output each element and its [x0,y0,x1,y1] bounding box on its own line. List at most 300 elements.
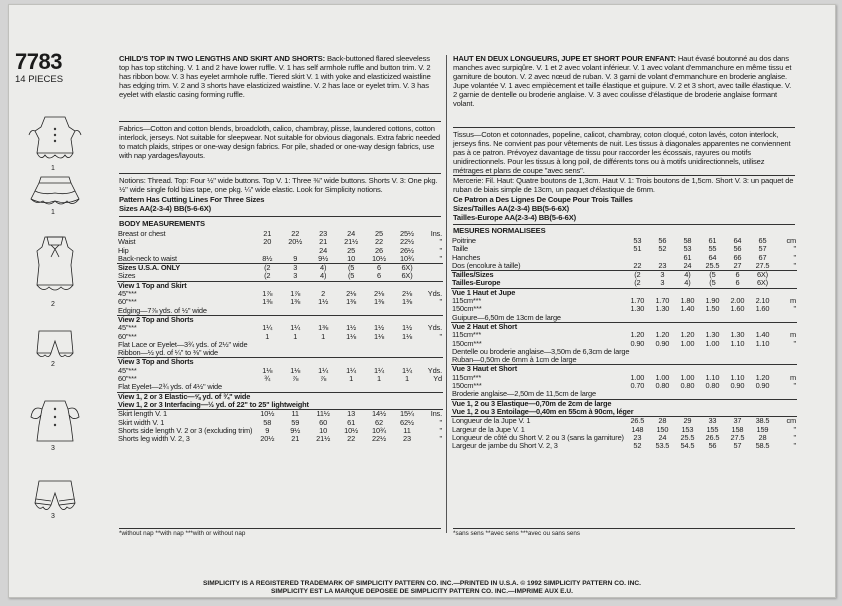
cell-unit: " [439,425,442,435]
row-label: Skirt length V. 1 [117,410,253,419]
en-sizes: Sizes AA(2-3-4) BB(5-6-6X) [119,204,212,213]
cell-value: 57 [758,244,767,254]
cell-value: 0.90 [730,381,745,391]
table-row [451,237,797,245]
row-label: Sizes U.S.A. ONLY [117,264,253,273]
cell-value: 57 [733,441,742,451]
cell-unit: " [793,424,796,434]
row-label: 115cm*** [452,296,482,306]
cell-value: 2⅛ [374,289,384,299]
cell-value: 1.10 [730,338,745,348]
cell-value: 1¼ [402,365,412,375]
cell-value: ⅞ [320,374,327,384]
row-label: Tailles/Sizes [451,271,625,280]
cell-value: 52 [633,441,642,451]
cell-value: 65 [758,236,767,245]
cell-value: 4) [675,271,700,280]
table-row [117,410,443,419]
row-label: Dos (encolure à taille) [452,260,521,270]
row-label: View 2 Top and Shorts [117,315,443,324]
cell-value: 0.90 [655,338,670,348]
cell-value: 1.20 [755,372,770,382]
cell-value: 27.5 [755,260,770,270]
cell-value: 3 [293,271,298,281]
cell-value: 20 [263,237,272,247]
cell-value: 58 [683,236,692,245]
row-label: Sizes [118,271,136,281]
cell-value: (2 [253,264,281,273]
cell-value: 3 [650,271,675,280]
cell-value: 11 [403,425,411,435]
cell-value: 2.00 [730,296,745,306]
cell-value: 1.60 [755,304,770,314]
row-label: 60"*** [118,374,137,384]
cell-value: (2 [625,271,650,280]
cell-value: 26.5 [705,432,720,442]
cell-value: 11 [281,410,309,419]
row-label: Edging—7⅞ yds. of ½" wide [118,305,207,315]
cell-unit [421,272,443,281]
cell-value: 61 [347,417,356,427]
cell-value: 1½ [346,323,357,333]
cell-value: 6X) [393,264,421,273]
cell-value: 1.00 [680,372,695,382]
en-desc: Back-buttoned flared sleeveless top has top stitching. V. 1 and 2 have lower ruffle. V. 1 has self armhole ruffle and button trim. V. 2 has ribbon bow. V. 3 has eyelet armhole ruffle. Tiered skirt V. 1 with yoke and elasticized waistline has edging trim. V. 2 and 3 shorts have elasticized waistline. V. 2 has lace or eyelet trim. V. 3 has eyelet with elastic casing forming ruffle. [119,54,431,99]
row-label: Largeur de la Jupe V. 1 [452,424,525,434]
cell-unit: " [439,237,442,247]
fr-cutting-lines: Ce Patron a Des Lignes De Coupe Pour Trois Tailles [453,195,633,204]
cell-value: 29 [675,417,700,426]
cell-value: 1¼ [262,323,273,333]
view-label: 3 [51,445,55,452]
cell-value: 64 [733,236,742,245]
row-label: Shorts leg width V. 2, 3 [118,434,190,444]
cell-value: 1 [405,374,409,384]
cell-value: 1⅞ [262,289,273,299]
cell-unit: cm [786,236,796,245]
cell-value: 1½ [374,323,384,333]
cell-value: 4) [309,264,337,273]
view-label: 2 [51,361,55,368]
table-row [117,281,443,290]
cell-value: 1.30 [705,330,720,340]
view-3-shorts-figure [35,481,75,510]
cell-value: 1⅜ [262,297,273,307]
row-label: Largeur de jambe du Short V. 2, 3 [452,441,558,451]
cell-value: 0.80 [655,381,670,391]
view-1-skirt-figure [31,177,79,204]
cell-value: (2 [634,278,641,288]
row-label: Hanches [452,252,481,262]
en-footnote: *without nap **with nap ***with or without nap [119,530,246,537]
table-row [117,324,443,332]
fr-footnote: *sans sens **avec sens ***avec ou sans sens [453,530,581,537]
en-cutting-lines: Pattern Has Cutting Lines For Three Sizes [119,195,265,204]
table-row [117,358,443,367]
cell-value: 13 [337,410,365,419]
cell-unit: " [439,297,442,307]
footer-line-2: SIMPLICITY EST LA MARQUE DEPOSEE DE SIMPLICITY PATTERN CO. INC.—IMPRIME AUX E.U. [271,588,573,595]
en-title: CHILD'S TOP IN TWO LENGTHS AND SKIRT AND SHORTS: [119,54,325,63]
cell-value: 148 [631,424,644,434]
cell-value: 159 [756,424,769,434]
cell-value: 20½ [288,237,303,247]
cell-value: 9½ [290,425,301,435]
table-row [117,315,443,324]
cell-value: 23 [633,432,642,442]
row-label: 60"*** [118,297,137,307]
cell-value: 1⅛ [262,365,273,375]
cell-value: 27 [733,260,742,270]
cell-value: 3 [660,278,665,288]
divider [453,528,795,529]
cell-value: 23 [403,434,411,444]
en-table-heading: BODY MEASUREMENTS [119,219,205,228]
fr-fabrics: Tissus—Coton et cotonnades, popeline, calicot, chambray, coton cloqué, coton lavés, coton interlock, jerseys fins. Ne convient pas pour vêtements de nuit. Les tissus à diagonales apparentes ne conviennent pas à ce patron. Prévoyez davantage de tissu pour raccorder les écossais, rayures ou motifs unidirectionnels. Pour les tissus à long poil, de différents tons ou à motifs unidirectionnels, utilisez métrages et plans de coupe "avec sens". [453,130,791,175]
cell-value: 24 [683,260,692,270]
row-label: Vue 1, 2 ou 3 Elastique—0,70m de 2cm de large [451,399,797,408]
view-label: 3 [51,513,55,520]
cell-value: 2 [321,289,326,299]
cell-value: 2⅛ [402,289,412,299]
cell-value: 37 [725,417,750,426]
cell-value: 62½ [400,417,414,427]
table-row [451,331,797,339]
cell-unit [775,279,797,288]
cell-value: 24 [319,245,328,255]
row-label: 115cm*** [452,330,482,340]
cell-value: 1.60 [730,304,745,314]
row-label: Flat Eyelet—2¾ yds. of 4½" wide [118,382,222,392]
cell-value: 6 [377,271,381,281]
cell-value: 52 [658,244,667,254]
row-label: 150cm*** [452,304,482,314]
divider [119,528,441,529]
view-label: 1 [51,165,55,172]
row-label: View 1, 2 or 3 Interfacing—½ yd. of 22" to 25" lightweight [118,399,309,409]
cell-value: 25.5 [680,432,695,442]
cell-value: 1⅛ [402,331,412,341]
cell-unit: Yds. [427,289,442,299]
cell-value: 6 [725,271,750,280]
cell-value: 25.5 [705,260,720,270]
cell-value: 26.5 [625,417,650,426]
cell-unit: Yd [433,374,442,384]
cell-value: 1½ [402,323,412,333]
cell-unit: " [793,338,796,348]
en-description [119,55,441,100]
row-label: 60"*** [118,331,137,341]
fr-yardage-table [451,237,797,450]
table-row [451,297,797,305]
row-label: Guipure—6,50m de 13cm de large [452,312,561,322]
view-2-top-figure [37,237,73,290]
cell-value: 10½ [344,425,359,435]
table-row [451,365,797,374]
view-label: 2 [51,301,55,308]
cell-value: 2⅛ [346,289,357,299]
cell-value: 53 [683,244,692,254]
cell-unit: " [439,253,442,263]
cell-value: 9 [265,425,270,435]
cell-value: 1 [265,331,270,341]
table-row [451,245,797,253]
cell-unit: " [439,245,442,255]
footer-line-1: SIMPLICITY IS A REGISTERED TRADEMARK OF SIMPLICITY PATTERN CO. INC.—PRINTED IN U.S.A. © 1992 SIMPLICITY PATTERN CO. INC. [202,580,641,587]
cell-value: 56 [733,244,742,254]
row-label: Breast or chest [118,229,166,238]
cell-value: 55 [708,244,717,254]
cell-value: 20½ [260,434,275,444]
cell-value: 27.5 [730,432,745,442]
cell-value: 1.10 [755,338,770,348]
row-label: Ruban—0,50m de 6mm à 1cm de large [452,355,577,365]
table-row [117,367,443,375]
cell-value: 9½ [318,253,329,263]
cell-value: 23 [319,229,328,238]
cell-value: 158 [731,424,744,434]
cell-value: 1.10 [705,372,720,382]
cell-value: 21 [319,237,328,247]
table-row [117,383,443,392]
cell-value: 1 [349,374,354,384]
table-row [451,288,797,297]
cell-value: 24 [658,432,667,442]
cell-value: 1.40 [755,330,770,340]
cell-unit: " [793,304,796,314]
cell-value: 1.20 [680,330,695,340]
cell-unit: Yds. [427,323,442,333]
cell-value: 1.90 [705,296,720,306]
cell-value: 1.50 [705,304,720,314]
cell-value: (2 [264,271,271,281]
row-label: 150cm*** [452,338,482,348]
table-row [451,262,797,271]
row-label: Back-neck to waist [118,253,177,263]
cell-value: 6 [735,278,740,288]
cell-value: (5 [337,264,365,273]
view-3-top-figure [31,401,79,441]
cell-value: 2.10 [755,296,770,306]
cell-value: 1⅜ [290,297,301,307]
cell-unit: " [793,381,796,391]
table-row [451,322,797,331]
pattern-number: 7783 [15,49,62,74]
cell-value: 53 [633,236,642,245]
row-label: Poitrine [452,236,476,245]
cell-value: 10½ [253,410,281,419]
row-label: Vue 2 Haut et Short [451,322,797,331]
cell-value: 25½ [400,229,414,238]
table-row [117,264,443,273]
table-row [451,374,797,382]
cell-value: 25 [347,245,356,255]
cell-value: 6 [365,264,393,273]
table-row [451,271,797,280]
cell-value: 58 [263,417,272,427]
divider [453,127,795,128]
cell-value: 1¼ [374,365,384,375]
cell-value: 10 [319,425,328,435]
view-label: 1 [51,209,55,216]
cell-value: 1 [321,331,326,341]
cell-value: 58.5 [755,441,770,451]
fr-description [453,55,795,108]
table-row [117,290,443,298]
cell-unit: " [793,252,796,262]
cell-unit: Yds. [427,365,442,375]
cell-value: 0.70 [630,381,645,391]
column-divider [446,55,447,533]
cell-value: 33 [700,417,725,426]
cell-value: 21½ [316,434,331,444]
cell-value: 61 [708,236,717,245]
cell-value: 22 [291,229,300,238]
cell-unit: " [793,432,796,442]
cell-value: 1.00 [630,372,645,382]
row-label: 45"*** [118,365,137,375]
cell-value: 62 [375,417,383,427]
cell-value: 10½ [372,253,386,263]
cell-unit [775,271,797,280]
cell-value: 10 [347,253,356,263]
cell-value: 8½ [262,253,273,263]
cell-unit: " [439,331,442,341]
table-row [117,230,443,238]
row-label: 150cm*** [452,381,482,391]
cell-value: 1.30 [630,304,645,314]
cell-value: 1⅜ [374,297,384,307]
cell-value: 6X) [401,271,413,281]
cell-value: 1¼ [318,365,329,375]
cell-value: 21½ [344,237,359,247]
cell-value: 1.00 [705,338,720,348]
row-label: 45"*** [118,323,137,333]
cell-value: 1 [377,374,381,384]
cell-value: 1.10 [730,372,745,382]
cell-value: 1⅜ [402,297,412,307]
en-fabrics: Fabrics—Cotton and cotton blends, broadcloth, calico, chambray, plisse, laundered cottons, cotton interlock, jerseys. Not suitable for sleepwear. Not suitable for obvious diagonals. Extra fabric needed to match plaids, stripes or one-way design fabrics. For pile, shaded or one-way design fabrics, use with nap yardages/layouts. [119,124,440,160]
row-label: Tailles-Europe [452,278,501,288]
cell-value: 1⅛ [346,331,357,341]
cell-value: 21 [291,434,300,444]
cell-unit: " [793,244,796,254]
divider [119,216,441,217]
views-illustration [13,109,101,529]
row-label: Vue 1, 2 ou 3 Entoilage—0,40m en 55cm à 90cm, léger [452,406,634,416]
table-row [451,390,797,399]
cell-unit: Ins. [430,229,442,238]
fr-desc: Haut évasé boutonné au dos dans manches avec surpiqûre. V. 1 et 2 avec volant inférieur. V. 1 avec volant d'emmanchure en même tissu et garniture de bouton. V. 2 avec nœud de ruban. V. 3 garni de volant d'emmanchure en broderie anglaise. Jupe volantée V. 1 avec empiècement et taille élastique et guipure. V. 2 et 3 short, avec taille élastique. V. 2 garnie de dentelle ou broderie anglaise. V. 3 avec coulisse d'élastique de broderie anglaise formant volant. [453,54,792,108]
cell-value: 53.5 [655,441,670,451]
cell-value: 26 [375,245,383,255]
divider [453,224,795,225]
cell-value: 1.30 [730,330,745,340]
cell-value: 1.80 [680,296,695,306]
table-row [117,435,443,443]
cell-value: 0.90 [755,381,770,391]
cell-value: 22½ [372,434,386,444]
cell-value: 59 [291,417,300,427]
cell-value: 1 [293,331,298,341]
view-1-top-figure [29,117,81,158]
row-label: Ribbon—½ yd. of ¼" to ⅜" wide [118,348,218,358]
row-label: 45"*** [118,289,137,299]
cell-value: 1.70 [630,296,645,306]
row-label: Taille [452,244,468,254]
cell-value: 4) [320,271,327,281]
row-label: Waist [118,237,136,247]
cell-value: 0.80 [705,381,720,391]
cell-value: 67 [758,252,767,262]
cell-value: 4) [684,278,691,288]
cell-value: 56 [658,236,667,245]
cell-value: 150 [656,424,669,434]
cell-value: 22½ [400,237,414,247]
cell-value: 1⅜ [318,323,329,333]
cell-value: 1.30 [655,304,670,314]
cell-unit: " [439,417,442,427]
cell-value: 0.80 [680,381,695,391]
cell-value: 9 [293,253,298,263]
cell-value: 22 [633,260,642,270]
pattern-envelope-back [8,4,836,598]
row-label: Skirt width V. 1 [118,417,165,427]
row-label: Shorts side length V. 2 or 3 (excluding trim) [118,425,253,435]
cell-value: (5 [700,271,725,280]
cell-value: 1.70 [655,296,670,306]
row-label: View 1, 2 or 3 Elastic—⅝ yd. of ¾" wide [117,392,443,401]
cell-value: 21 [263,229,272,238]
fr-table-heading: MESURES NORMALISEES [453,226,546,235]
cell-value: 3 [281,264,309,273]
fr-title: HAUT EN DEUX LONGUEURS, JUPE ET SHORT POUR ENFANT: [453,54,676,63]
pieces-count: 14 PIECES [15,74,64,85]
cell-value: 54.5 [680,441,695,451]
cell-value: 60 [319,417,328,427]
row-label: Flat Lace or Eyelet—3¾ yds. of 2½" wide [118,339,248,349]
cell-value: 1.20 [630,330,645,340]
cell-value: 1½ [318,297,329,307]
cell-value: ¾ [264,374,271,384]
table-row [451,442,797,450]
cell-value: 1¼ [290,323,301,333]
cell-value: 1¼ [346,365,357,375]
cell-value: 56 [708,441,717,451]
cell-value: 1.00 [655,372,670,382]
table-row [451,279,797,288]
cell-value: 1.00 [680,338,695,348]
fr-sizes-europe: Tailles-Europe AA(2-3-4) BB(5-6-6X) [453,213,577,222]
cell-value: 66 [733,252,742,262]
divider [119,173,441,174]
row-label: Longueur de côté du Short V. 2 ou 3 (sans la garniture) [452,432,624,442]
cell-value: 22 [347,434,356,444]
cell-value: 1⅜ [346,297,357,307]
cell-unit: m [789,296,796,306]
cell-value: 153 [681,424,694,434]
divider [119,121,441,122]
cell-value: 1⅞ [290,289,301,299]
cell-value: 64 [708,252,717,262]
row-label: Vue 3 Haut et Short [451,365,797,374]
cell-value: 0.90 [630,338,645,348]
cell-value: 23 [658,260,667,270]
cell-value: 1⅛ [290,365,301,375]
cell-value: 1⅛ [374,331,384,341]
row-label: Vue 1 Haut et Jupe [451,288,797,297]
row-label: Broderie anglaise—2,50m de 11,5cm de large [452,389,596,399]
